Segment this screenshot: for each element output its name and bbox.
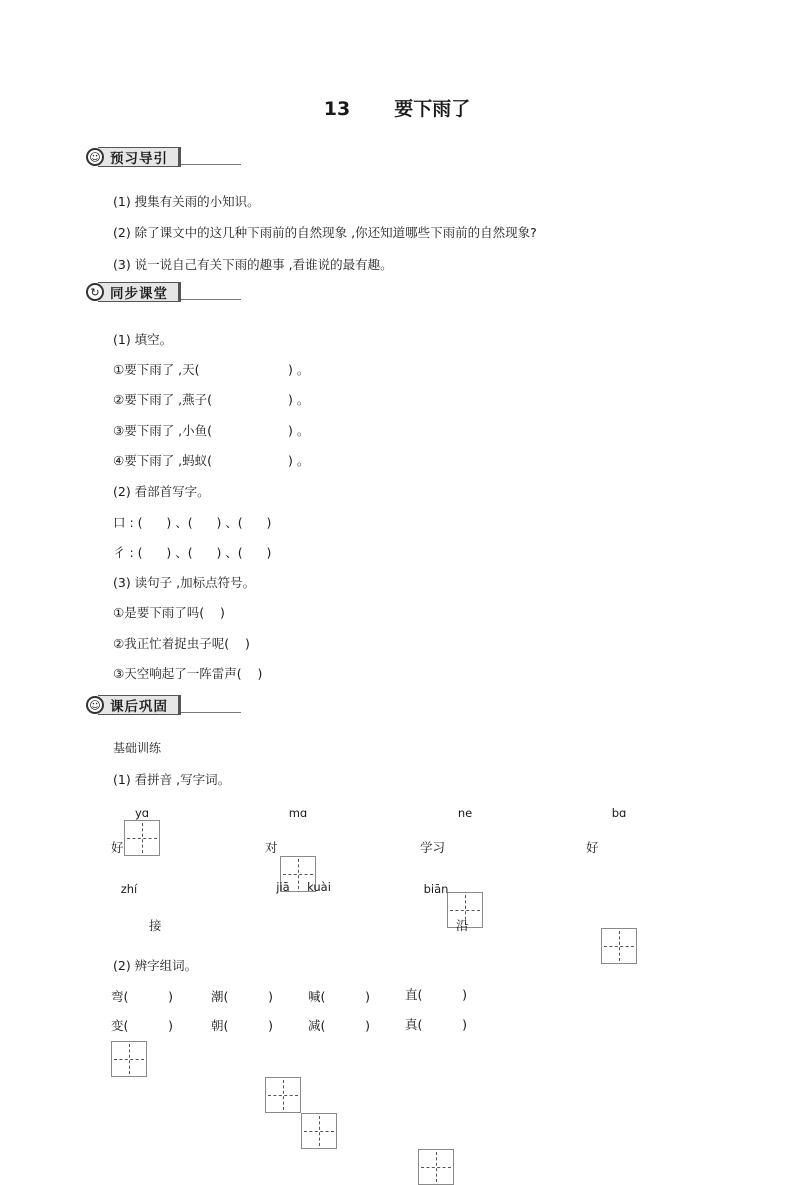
pinyin-label: bɑ [611, 806, 627, 820]
word-prefix: 好 [586, 840, 599, 855]
refresh-icon: ↻ [86, 283, 104, 301]
fill-line-1: ①要下雨了 ,天( [113, 362, 200, 377]
punct-line-3: ③天空响起了一阵雷声( ) [113, 666, 263, 681]
section-divider [181, 299, 241, 300]
char-pair-item: 喊( ) [308, 989, 370, 1004]
section-header-class [86, 281, 241, 303]
writing-box[interactable] [418, 1149, 454, 1185]
section-label: 同步课堂 [98, 282, 181, 302]
pinyin-label: jiā [276, 880, 290, 894]
word-suffix: 沿 [456, 918, 469, 933]
pinyin-label: yɑ [134, 806, 150, 820]
char-pair-item: 减( ) [308, 1018, 370, 1033]
char-pair-item: 直( ) [405, 987, 467, 1002]
section-divider [181, 164, 241, 165]
page-title [0, 94, 794, 121]
writing-box[interactable] [601, 928, 637, 964]
word-suffix: 接 [149, 918, 162, 933]
section-header-after [86, 694, 241, 716]
writing-box[interactable] [111, 1041, 147, 1077]
char-pair-item: 真( ) [405, 1017, 467, 1032]
word-prefix: 学习 [420, 840, 446, 855]
char-pair-item: 弯( ) [111, 989, 173, 1004]
punct-line-2: ②我正忙着捉虫子呢( ) [113, 636, 250, 651]
preview-item-2: (2) 除了课文中的这几种下雨前的自然现象 ,你还知道哪些下雨前的自然现象? [113, 225, 537, 240]
writing-box[interactable] [124, 820, 160, 856]
subtitle-basic-training: 基础训练 [113, 741, 162, 755]
section-label: 课后巩固 [98, 695, 181, 715]
preview-item-3: (3) 说一说自己有关下雨的趣事 ,看谁说的最有趣。 [113, 257, 393, 272]
pinyin-label: kuài [307, 880, 331, 894]
after-q1: (1) 看拼音 ,写字词。 [113, 772, 231, 787]
char-pair-item: 变( ) [111, 1018, 173, 1033]
fill-line-2: ②要下雨了 ,燕子( [113, 392, 213, 407]
section-header-preview [86, 146, 241, 168]
preview-item-1: (1) 搜集有关雨的小知识。 [113, 194, 260, 209]
char-pair-item: 潮( ) [211, 989, 273, 1004]
lesson-number: 13 [323, 98, 351, 120]
section-divider [181, 712, 241, 713]
pinyin-label: mɑ [288, 806, 308, 820]
class-q2: (2) 看部首写字。 [113, 484, 210, 499]
section-label: 预习导引 [98, 147, 181, 167]
radical-line-1: 口 : ( ) 、( ) 、( ) [113, 515, 272, 530]
fill-close-3: ) 。 [288, 423, 310, 438]
lesson-title: 要下雨了 [394, 98, 471, 120]
pinyin-label: zhí [120, 882, 138, 896]
word-prefix: 对 [265, 840, 278, 855]
smile-icon: ☺ [86, 148, 104, 166]
fill-close-4: ) 。 [288, 453, 310, 468]
word-prefix: 好 [111, 840, 124, 855]
fill-close-1: ) 。 [288, 362, 310, 377]
after-q2: (2) 辨字组词。 [113, 958, 198, 973]
class-q1: (1) 填空。 [113, 332, 173, 347]
pinyin-label: biān [423, 882, 449, 896]
smile-icon: ☺ [86, 696, 104, 714]
writing-box[interactable] [265, 1077, 301, 1113]
writing-box[interactable] [301, 1113, 337, 1149]
punct-line-1: ①是要下雨了吗( ) [113, 605, 225, 620]
char-pair-item: 朝( ) [211, 1018, 273, 1033]
class-q3: (3) 读句子 ,加标点符号。 [113, 575, 256, 590]
fill-close-2: ) 。 [288, 392, 310, 407]
fill-line-3: ③要下雨了 ,小鱼( [113, 423, 213, 438]
fill-line-4: ④要下雨了 ,蚂蚁( [113, 453, 213, 468]
pinyin-label: ne [457, 806, 473, 820]
radical-line-2: 彳 : ( ) 、( ) 、( ) [113, 545, 272, 560]
